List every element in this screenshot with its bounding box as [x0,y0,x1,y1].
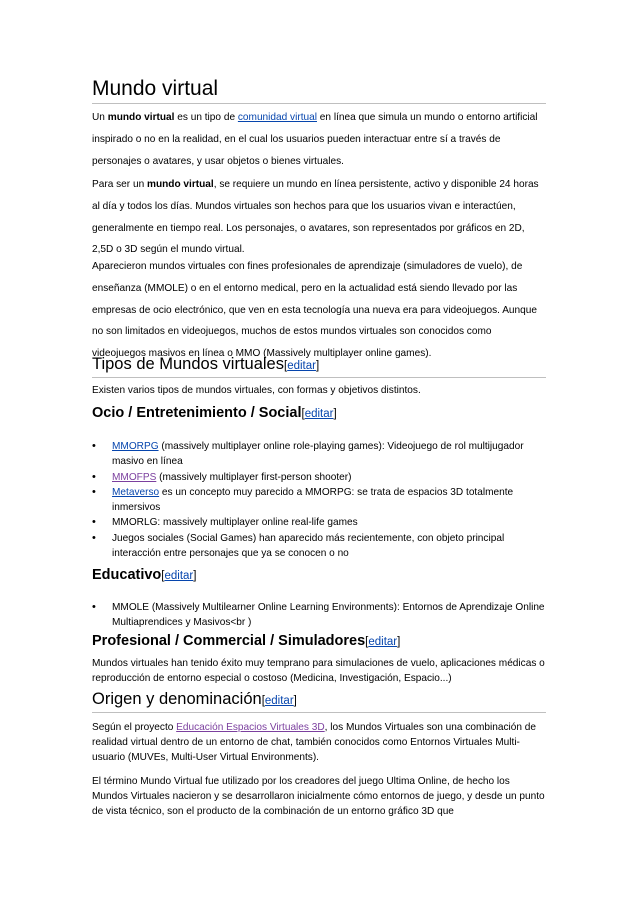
edit-link-educativo[interactable]: editar [164,570,194,582]
heading-text: Origen y denominación [92,690,262,708]
edit-link-wrap: [editar] [161,570,197,582]
heading-tipos [92,354,546,378]
list-item [92,470,546,485]
list-item [92,515,546,530]
text: Juegos sociales (Social Games) han aparecido más recientemente, con objeto principal interacción entre personajes que ya se conocen o no [112,532,505,560]
text: es un tipo de [174,112,238,123]
link-metaverso[interactable]: Metaverso [112,486,160,498]
text: en línea que simula un mundo o entorno artificial inspirado o no en la realidad, en el cual los usuarios pueden interactuar entre sí a través de personajes o avatares, y usar objetos o bienes virtuales. [92,112,538,167]
edit-link-wrap: [editar] [283,360,320,372]
text: Para ser un [92,179,147,190]
page-title: Mundo virtual [92,77,546,104]
edit-link-ocio[interactable]: editar [304,408,334,420]
list-item [92,485,546,516]
intro-paragraph-3: Aparecieron mundos virtuales con fines profesionales de aprendizaje (simuladores de vuelo), de enseñanza (MMOLE) o en el entorno medical, pero en la actualidad está siendo llevado por las empresas de ocio electrónico, que ven en esta tecnología una nueva era para videojuegos. Aunque no son limitados en videojuegos, muchos de estos mundos virtuales son conocidos como videojuegos masivos en línea o MMO (Massively multiplayer online games). [92,261,537,360]
link-comunidad-virtual[interactable]: comunidad virtual [237,112,317,123]
edit-link-profesional[interactable]: editar [368,636,398,648]
list-item [92,600,546,631]
text: MMOLE (Massively Multilearner Online Learning Environments): Entornos de Aprendizaje Online Multiaprendices y Masivos<br ) [112,602,545,629]
list-item [92,531,546,562]
list-item [92,439,546,470]
heading-text: Educativo [92,567,162,583]
heading-ocio [92,404,546,423]
bold-term: mundo virtual [146,179,214,190]
ocio-list [92,439,546,561]
tipos-text: Existen varios tipos de mundos virtuales, con formas y objetivos distintos. [92,385,421,396]
text: , se requiere un mundo en línea persistente, activo y disponible 24 horas al día y todos los días. Mundos virtuales son hechos para que los usuarios vivan e interactúen, generalmente en tiempo real. Los personajes, o avatares, son representados por gráficos en 2D, 2,5D o 3D según el mundo virtual. [92,179,539,256]
edit-link-origen[interactable]: editar [264,695,294,707]
text: (massively multiplayer first-person shooter) [156,471,352,483]
heading-text: Ocio / Entretenimiento / Social [92,405,302,421]
heading-text: Tipos de Mundos virtuales [92,355,284,373]
intro-paragraph-2 [92,174,546,261]
heading-profesional [92,632,546,651]
heading-origen [92,689,546,713]
link-mmorpg[interactable]: MMORPG [112,441,159,452]
link-mmofps[interactable]: MMOFPS [112,471,157,483]
edit-link-wrap: [editar] [301,408,337,420]
text: (massively multiplayer online role-playing games): Videojuego de rol multijugador masivo en línea [112,441,524,468]
link-educacion-espacios-virtuales[interactable]: Educación Espacios Virtuales 3D [176,722,325,733]
text: es un concepto muy parecido a MMORPG: se trata de espacios 3D totalmente inmersivos [112,486,514,514]
origen-paragraph-1 [92,720,546,765]
edit-link-tipos[interactable]: editar [287,360,316,372]
text: Un [92,112,108,123]
heading-text: Profesional / Commercial / Simuladores [92,633,366,649]
text: MMORLG: massively multiplayer online real-life games [112,517,358,529]
text: , los Mundos Virtuales son una combinación de realidad virtual dentro de un entorno de chat, también conocidos como Entornos Virtuales Multi-usuario (MUVEs, Multi-User Virtual Environments). [92,722,537,763]
origen-paragraph-2: El término Mundo Virtual fue utilizado por los creadores del juego Ultima Online, de hecho los Mundos Virtuales nacieron y se desarrollaron inicialmente cómo entornos de juego, y desde un punto de vista técnico, son el producto de la combinación de un entorno gráfico 3D que [92,776,545,817]
edit-link-wrap: [editar] [365,636,401,648]
edit-link-wrap: [editar] [261,695,297,707]
intro-paragraph-1 [92,107,546,172]
bold-term: mundo virtual [107,112,175,123]
profesional-text: Mundos virtuales han tenido éxito muy temprano para simulaciones de vuelo, aplicaciones médicas o reproducción de entorno especial o costoso (Medicina, Investigación, Espacio...) [92,658,545,684]
text: Según el proyecto [92,722,177,733]
heading-educativo [92,566,546,585]
educativo-list [92,600,546,631]
